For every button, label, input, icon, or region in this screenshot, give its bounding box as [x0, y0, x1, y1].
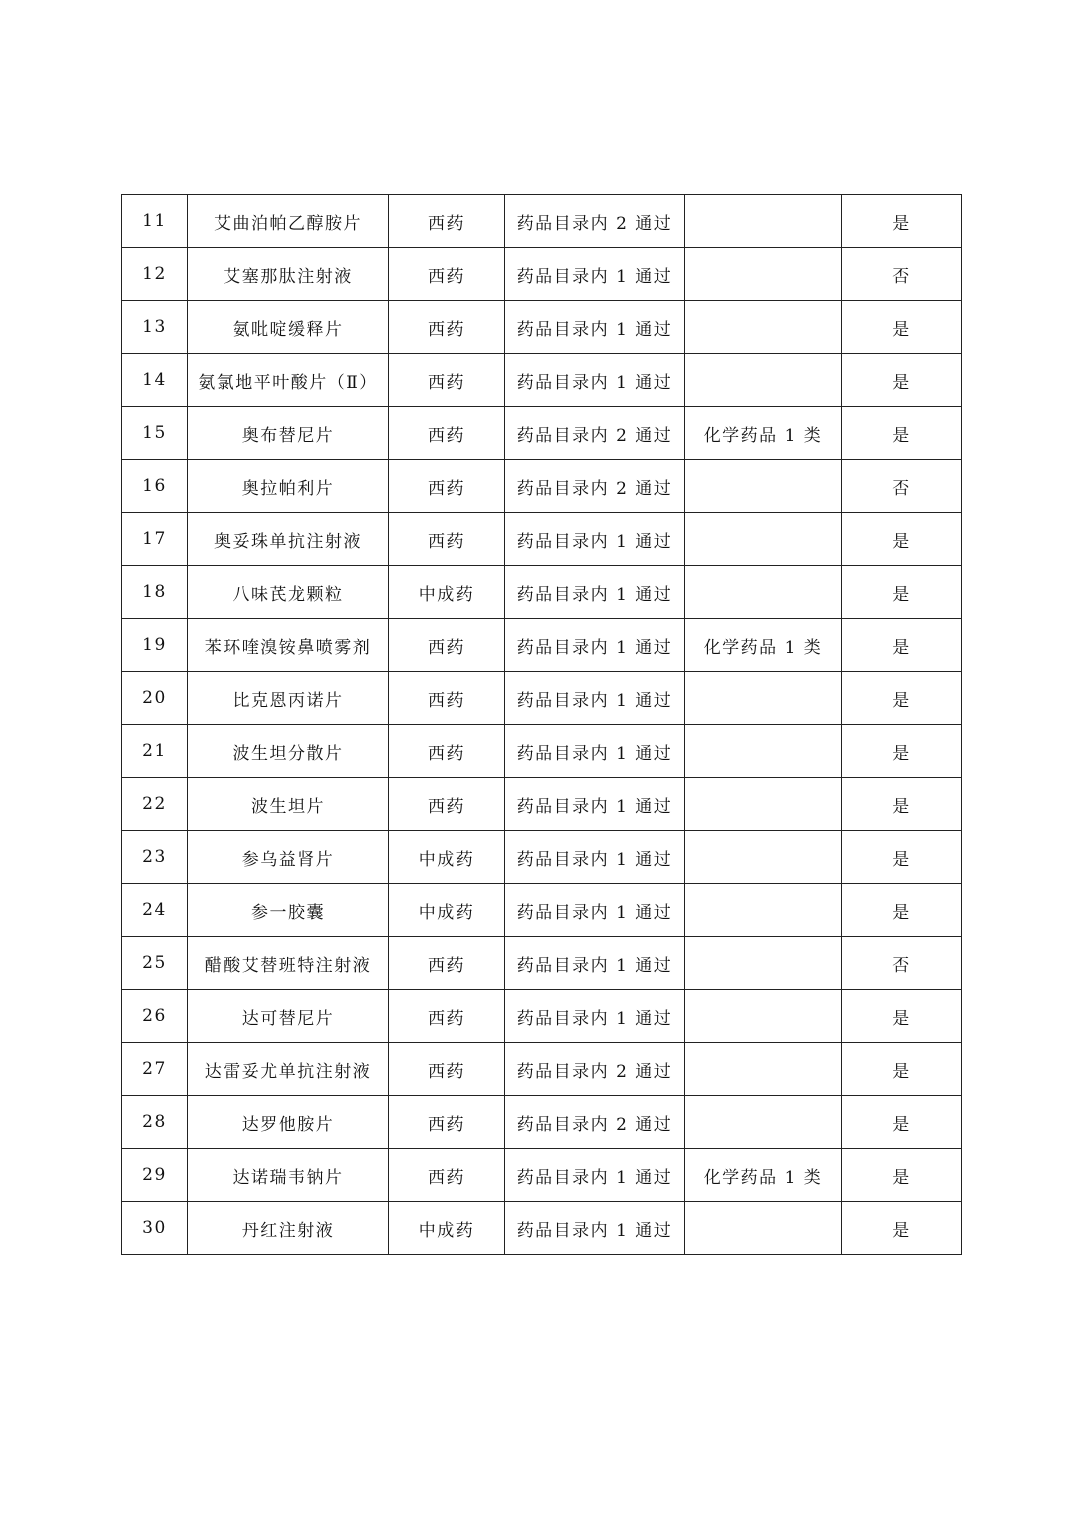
drug-name-cell: 参一胶囊: [188, 884, 389, 937]
table-row: [122, 831, 962, 884]
drug-name-cell: 波生坦片: [188, 778, 389, 831]
table-row: [122, 1202, 962, 1255]
review-status-cell: 药品目录内 1 通过: [505, 301, 685, 354]
drug-category-cell: [685, 354, 842, 407]
drug-category-cell: 化学药品 1 类: [685, 407, 842, 460]
review-status-cell: 药品目录内 1 通过: [505, 778, 685, 831]
drug-name-cell: 达诺瑞韦钠片: [188, 1149, 389, 1202]
review-status-cell: 药品目录内 1 通过: [505, 248, 685, 301]
flag-cell: 是: [842, 1096, 962, 1149]
drug-type-cell: 中成药: [389, 1202, 505, 1255]
drug-category-cell: [685, 195, 842, 248]
table-row: [122, 725, 962, 778]
drug-name-cell: 达罗他胺片: [188, 1096, 389, 1149]
row-number-cell: 17: [122, 513, 188, 566]
flag-cell: 是: [842, 354, 962, 407]
drug-name-cell: 达雷妥尤单抗注射液: [188, 1043, 389, 1096]
drug-name-cell: 波生坦分散片: [188, 725, 389, 778]
review-status-cell: 药品目录内 2 通过: [505, 1043, 685, 1096]
drug-category-cell: [685, 460, 842, 513]
table-row: [122, 248, 962, 301]
row-number-cell: 29: [122, 1149, 188, 1202]
flag-cell: 是: [842, 1149, 962, 1202]
drug-category-cell: [685, 1096, 842, 1149]
flag-cell: 是: [842, 566, 962, 619]
flag-cell: 是: [842, 778, 962, 831]
drug-name-cell: 比克恩丙诺片: [188, 672, 389, 725]
flag-cell: 是: [842, 884, 962, 937]
row-number-cell: 30: [122, 1202, 188, 1255]
review-status-cell: 药品目录内 1 通过: [505, 725, 685, 778]
drug-type-cell: 西药: [389, 407, 505, 460]
table-row: [122, 1043, 962, 1096]
table-row: [122, 937, 962, 990]
drug-type-cell: 西药: [389, 725, 505, 778]
review-status-cell: 药品目录内 1 通过: [505, 1202, 685, 1255]
row-number-cell: 13: [122, 301, 188, 354]
drug-name-cell: 艾曲泊帕乙醇胺片: [188, 195, 389, 248]
drug-category-cell: [685, 301, 842, 354]
drug-category-cell: 化学药品 1 类: [685, 1149, 842, 1202]
flag-cell: 否: [842, 460, 962, 513]
row-number-cell: 22: [122, 778, 188, 831]
review-status-cell: 药品目录内 2 通过: [505, 407, 685, 460]
row-number-cell: 15: [122, 407, 188, 460]
review-status-cell: 药品目录内 1 通过: [505, 990, 685, 1043]
row-number-cell: 25: [122, 937, 188, 990]
review-status-cell: 药品目录内 1 通过: [505, 513, 685, 566]
table-row: [122, 619, 962, 672]
row-number-cell: 11: [122, 195, 188, 248]
row-number-cell: 26: [122, 990, 188, 1043]
drug-type-cell: 西药: [389, 248, 505, 301]
drug-type-cell: 西药: [389, 195, 505, 248]
drug-name-cell: 氨吡啶缓释片: [188, 301, 389, 354]
drug-category-cell: [685, 672, 842, 725]
review-status-cell: 药品目录内 2 通过: [505, 195, 685, 248]
row-number-cell: 14: [122, 354, 188, 407]
drug-type-cell: 西药: [389, 990, 505, 1043]
drug-category-cell: [685, 831, 842, 884]
drug-name-cell: 艾塞那肽注射液: [188, 248, 389, 301]
flag-cell: 是: [842, 1202, 962, 1255]
flag-cell: 是: [842, 990, 962, 1043]
flag-cell: 是: [842, 831, 962, 884]
drug-category-cell: [685, 513, 842, 566]
drug-type-cell: 西药: [389, 619, 505, 672]
drug-category-cell: [685, 884, 842, 937]
flag-cell: 否: [842, 248, 962, 301]
drug-type-cell: 中成药: [389, 884, 505, 937]
table-row: [122, 1096, 962, 1149]
drug-type-cell: 西药: [389, 672, 505, 725]
drug-type-cell: 西药: [389, 778, 505, 831]
row-number-cell: 12: [122, 248, 188, 301]
drug-category-cell: [685, 566, 842, 619]
table-row: [122, 513, 962, 566]
review-status-cell: 药品目录内 1 通过: [505, 884, 685, 937]
row-number-cell: 27: [122, 1043, 188, 1096]
flag-cell: 是: [842, 1043, 962, 1096]
row-number-cell: 28: [122, 1096, 188, 1149]
review-status-cell: 药品目录内 2 通过: [505, 460, 685, 513]
drug-type-cell: 中成药: [389, 566, 505, 619]
row-number-cell: 20: [122, 672, 188, 725]
drug-name-cell: 奥拉帕利片: [188, 460, 389, 513]
table-row: [122, 407, 962, 460]
drug-category-cell: [685, 778, 842, 831]
flag-cell: 是: [842, 195, 962, 248]
row-number-cell: 24: [122, 884, 188, 937]
review-status-cell: 药品目录内 1 通过: [505, 937, 685, 990]
table-row: [122, 460, 962, 513]
flag-cell: 是: [842, 513, 962, 566]
table-row: [122, 1149, 962, 1202]
drug-type-cell: 西药: [389, 1096, 505, 1149]
table-row: [122, 301, 962, 354]
review-status-cell: 药品目录内 1 通过: [505, 619, 685, 672]
drug-category-cell: [685, 1202, 842, 1255]
row-number-cell: 18: [122, 566, 188, 619]
row-number-cell: 21: [122, 725, 188, 778]
drug-type-cell: 西药: [389, 937, 505, 990]
drug-type-cell: 西药: [389, 460, 505, 513]
drug-name-cell: 氨氯地平叶酸片（Ⅱ）: [188, 354, 389, 407]
drug-name-cell: 参乌益肾片: [188, 831, 389, 884]
drug-type-cell: 西药: [389, 301, 505, 354]
drug-list-table-body: [122, 195, 962, 1255]
drug-category-cell: [685, 990, 842, 1043]
drug-category-cell: [685, 937, 842, 990]
table-row: [122, 778, 962, 831]
drug-name-cell: 丹红注射液: [188, 1202, 389, 1255]
drug-category-cell: [685, 248, 842, 301]
flag-cell: 是: [842, 407, 962, 460]
drug-name-cell: 奥妥珠单抗注射液: [188, 513, 389, 566]
table-row: [122, 195, 962, 248]
review-status-cell: 药品目录内 1 通过: [505, 354, 685, 407]
drug-type-cell: 中成药: [389, 831, 505, 884]
drug-type-cell: 西药: [389, 1043, 505, 1096]
drug-name-cell: 八味芪龙颗粒: [188, 566, 389, 619]
drug-category-cell: [685, 1043, 842, 1096]
drug-name-cell: 奥布替尼片: [188, 407, 389, 460]
drug-name-cell: 苯环喹溴铵鼻喷雾剂: [188, 619, 389, 672]
row-number-cell: 16: [122, 460, 188, 513]
flag-cell: 是: [842, 725, 962, 778]
flag-cell: 是: [842, 619, 962, 672]
drug-type-cell: 西药: [389, 354, 505, 407]
table-row: [122, 672, 962, 725]
review-status-cell: 药品目录内 1 通过: [505, 672, 685, 725]
drug-type-cell: 西药: [389, 1149, 505, 1202]
drug-name-cell: 醋酸艾替班特注射液: [188, 937, 389, 990]
table-row: [122, 884, 962, 937]
drug-list-table: [121, 194, 962, 1255]
flag-cell: 是: [842, 301, 962, 354]
drug-name-cell: 达可替尼片: [188, 990, 389, 1043]
table-row: [122, 354, 962, 407]
table-row: [122, 990, 962, 1043]
review-status-cell: 药品目录内 1 通过: [505, 566, 685, 619]
review-status-cell: 药品目录内 1 通过: [505, 831, 685, 884]
row-number-cell: 23: [122, 831, 188, 884]
review-status-cell: 药品目录内 1 通过: [505, 1149, 685, 1202]
row-number-cell: 19: [122, 619, 188, 672]
flag-cell: 否: [842, 937, 962, 990]
flag-cell: 是: [842, 672, 962, 725]
drug-category-cell: 化学药品 1 类: [685, 619, 842, 672]
review-status-cell: 药品目录内 2 通过: [505, 1096, 685, 1149]
table-row: [122, 566, 962, 619]
drug-type-cell: 西药: [389, 513, 505, 566]
drug-category-cell: [685, 725, 842, 778]
